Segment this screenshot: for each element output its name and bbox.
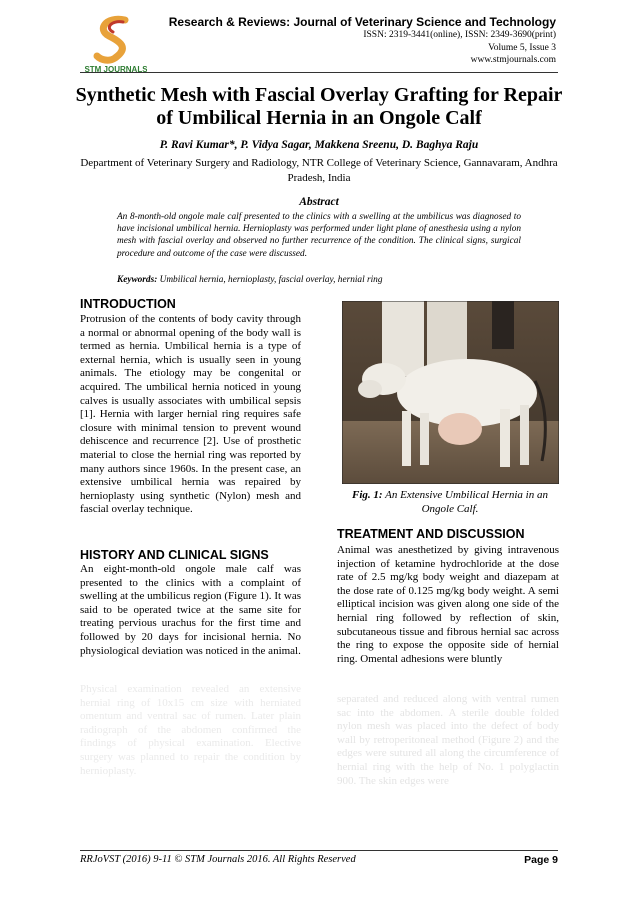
introduction-text: Protrusion of the contents of body cavity through a normal or abnormal opening of the body wall is termed as hernia. Umbilical hernia is a type of external hernia, which is usually seen in young animals. The etiology may be congenital or acquired. The umbilical hernia noticed in young calves is usually associates with umbilical sepsis [1]. Hernia with larger hernial ring requires safe closure with minimal tension to prevent wound dehiscence and recurrence [2]. Use of prosthetic material to close the hernial ring was reported by many authors since 1960s. In the present case, an extensive umbilical hernia was repaired by hernioplasty using synthetic (Nylon) mesh and fascial overlay technique. bbox=[80, 313, 301, 516]
introduction-heading: INTRODUCTION bbox=[80, 297, 176, 311]
issn: ISSN: 2319-3441(online), ISSN: 2349-3690(print) bbox=[363, 30, 556, 40]
journal-title: Research & Reviews: Journal of Veterinary Science and Technology bbox=[168, 15, 556, 29]
header-rule bbox=[80, 72, 558, 73]
figure-caption bbox=[336, 488, 564, 516]
logo-text: STM JOURNALS bbox=[85, 65, 147, 74]
physical-exam-text: Physical examination revealed an extensive hernial ring of 10x15 cm size with herniated omentum and ventral sac of rumen. Later plain radiograph of the abdomen confirmed the findings of physical examination. Elective surgery was planned to repair the condition by hernioplasty. bbox=[80, 683, 301, 777]
abstract-heading: Abstract bbox=[299, 196, 339, 208]
figure-calf-photo bbox=[342, 301, 559, 484]
footer-rule bbox=[80, 850, 558, 851]
author-affiliation: Department of Veterinary Surgery and Radiology, NTR College of Veterinary Science, Gannavaram, Andhra Pradesh, India bbox=[80, 157, 558, 184]
journal-logo bbox=[85, 12, 147, 74]
history-text: An eight-month-old ongole male calf was presented to the clinics with a complaint of swelling at the umbilicus region (Figure 1). It was said to be operated twice at the same site for treating pervious urachus for the first time and followed by 20 days for incisional hernia. No physiological deviation was noticed in the animal. bbox=[80, 563, 301, 657]
footer-citation: RRJoVST (2016) 9-11 © STM Journals 2016. All Rights Reserved bbox=[80, 854, 356, 865]
article-title: Synthetic Mesh with Fascial Overlay Grafting for Repair of Umbilical Hernia in an Ongole Calf bbox=[75, 84, 563, 129]
volume-issue: Volume 5, Issue 3 bbox=[488, 42, 556, 53]
keywords-label: Keywords: bbox=[117, 275, 158, 285]
treatment-text-continued: separated and reduced along with ventral rumen sac into the abdomen. A sterile double folded nylon mesh was placed into the defect of body wall by retroperitoneal method (Figure 2) and the edges were sutured all along the circumference of hernial ring with the help of No. 1 polyglactin 900. The skin edges were bbox=[337, 693, 559, 787]
page-number: Page 9 bbox=[524, 854, 558, 866]
journal-header bbox=[169, 15, 556, 67]
history-heading: HISTORY AND CLINICAL SIGNS bbox=[80, 548, 269, 562]
figure-caption-text: An Extensive Umbilical Hernia in an Ongole Calf. bbox=[385, 489, 548, 515]
treatment-text: Animal was anesthetized by giving intravenous injection of ketamine hydrochloride at the dose rate of 2.5 mg/kg body weight and diazepam at the dose rate of 0.125 mg/kg body weight. A semi elliptical incision was given along one side of the hernial ring followed by reflection of skin, subcutaneous tissue and fibrous hernial sac across the ring to expose the opposite side of hernial ring. Omental adhesions were bluntly bbox=[337, 544, 559, 665]
journal-website: www.stmjournals.com bbox=[470, 55, 556, 65]
keywords-text: Umbilical hernia, hernioplasty, fascial overlay, hernial ring bbox=[159, 275, 383, 285]
abstract-text: An 8-month-old ongole male calf presented to the clinics with a swelling at the umbilicus was diagnosed to have incisional umbilical hernia. Hernioplasty was performed under light plane of anesthesia using a nylon mesh with fascial overlay and observed no further recurrence of the condition. The clinical signs, surgical procedure and outcome of the case were discussed. bbox=[117, 212, 521, 259]
treatment-heading: TREATMENT AND DISCUSSION bbox=[337, 527, 525, 541]
article-authors: P. Ravi Kumar*, P. Vidya Sagar, Makkena Sreenu, D. Baghya Raju bbox=[159, 139, 479, 151]
figure-label: Fig. 1: bbox=[352, 489, 383, 501]
keywords bbox=[117, 275, 538, 285]
